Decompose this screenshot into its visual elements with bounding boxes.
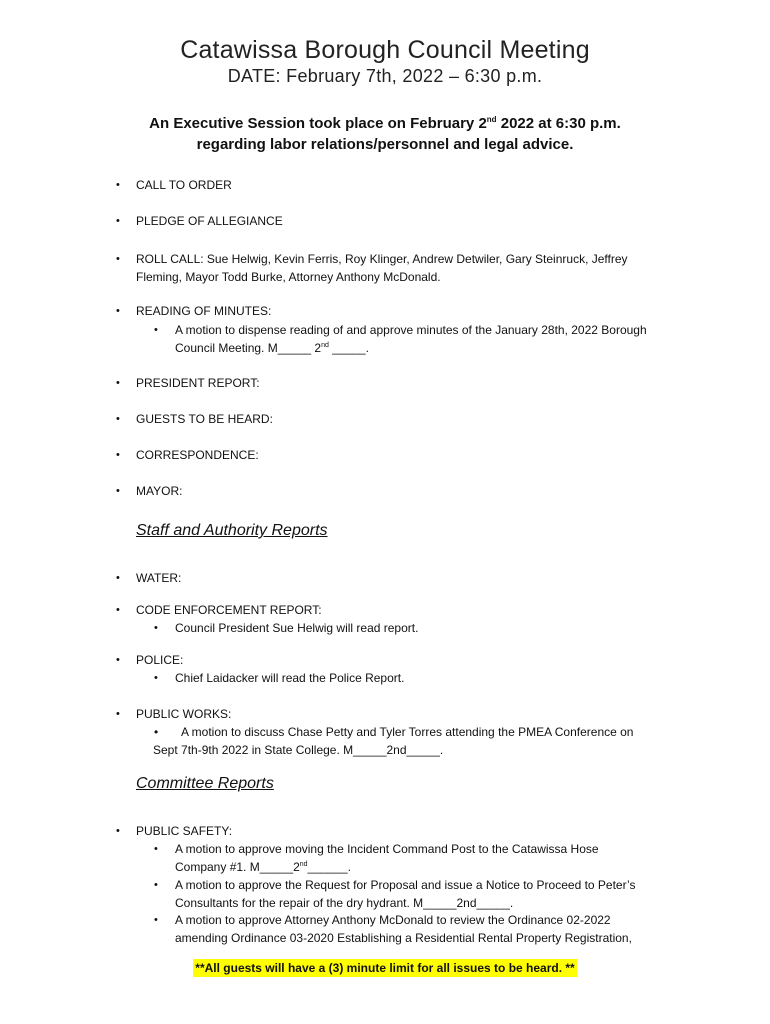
agenda-item-police: • POLICE: [116, 653, 184, 667]
bullet-icon: • [116, 485, 120, 497]
agenda-item-mayor: • MAYOR: [116, 484, 183, 498]
agenda-item-public-works: • PUBLIC WORKS: [116, 707, 232, 721]
document-title: Catawissa Borough Council Meeting [180, 36, 590, 64]
committee-reports-heading: Committee Reports [136, 775, 274, 792]
executive-session-notice [0, 113, 770, 155]
meeting-date: DATE: February 7th, 2022 – 6:30 p.m. [227, 66, 543, 86]
bullet-icon: • [116, 305, 120, 317]
bullet-icon: • [116, 413, 120, 425]
agenda-item-pledge: • PLEDGE OF ALLEGIANCE [116, 214, 283, 228]
agenda-item-correspondence: • CORRESPONDENCE: [116, 448, 259, 462]
agenda-item-call-to-order: • CALL TO ORDER [116, 178, 232, 192]
agenda-item-code-enforcement: • CODE ENFORCEMENT REPORT: [116, 603, 322, 617]
bullet-icon: • [116, 215, 120, 227]
bullet-icon: • [154, 914, 158, 926]
agenda-item-guests: • GUESTS TO BE HEARD: [116, 412, 273, 426]
agenda-item-public-safety: • PUBLIC SAFETY: [116, 824, 233, 838]
agenda-item-roll-call: • ROLL CALL: Sue Helwig, Kevin Ferris, Roy Klinger, Andrew Detwiler, Gary Steinruck, Jeffrey Fleming, Mayor Todd Burke, Attorney Anthony McDonald. [116, 252, 628, 284]
public-works-motion-line2: Sept 7th-9th 2022 in State College. M_____2nd_____. [153, 743, 444, 757]
bullet-icon: • [116, 179, 120, 191]
bullet-icon: • [116, 449, 120, 461]
guest-time-limit-note: **All guests will have a (3) minute limit for all issues to be heard. ** [195, 961, 575, 975]
executive-session-line1: An Executive Session took place on February 2nd 2022 at 6:30 p.m. [149, 115, 621, 132]
public-safety-motion-3: • A motion to approve Attorney Anthony McDonald to review the Ordinance 02-2022 amending Ordinance 03-2020 Establishing a Residential Rental Property Registration, [154, 913, 632, 945]
staff-reports-heading: Staff and Authority Reports [136, 522, 328, 539]
bullet-icon: • [154, 622, 158, 634]
bullet-icon: • [116, 708, 120, 720]
footer-note-wrapper [0, 959, 770, 977]
agenda-item-reading-of-minutes: • READING OF MINUTES: [116, 304, 272, 318]
public-safety-motion-2: • A motion to approve the Request for Proposal and issue a Notice to Proceed to Peter’s Consultants for the repair of the dry hydrant. M_____2nd_____. [154, 878, 636, 910]
public-works-motion-line1: A motion to discuss Chase Petty and Tyler Torres attending the PMEA Conference on [181, 725, 634, 739]
bullet-icon: • [116, 654, 120, 666]
bullet-icon: • [154, 725, 159, 739]
bullet-icon: • [116, 572, 120, 584]
bullet-icon: • [154, 672, 158, 684]
police-note: • Chief Laidacker will read the Police Report. [154, 671, 405, 685]
bullet-icon: • [154, 324, 158, 336]
executive-session-line2: regarding labor relations/personnel and legal advice. [196, 136, 574, 153]
bullet-icon: • [154, 843, 158, 855]
bullet-icon: • [154, 879, 158, 891]
bullet-icon: • [116, 604, 120, 616]
code-enforcement-note: • Council President Sue Helwig will read report. [154, 621, 419, 635]
public-safety-motion-1: • A motion to approve moving the Incident Command Post to the Catawissa Hose Company #1. M_____2nd______. [154, 842, 599, 874]
agenda-item-president-report: • PRESIDENT REPORT: [116, 376, 260, 390]
bullet-icon: • [116, 253, 120, 265]
bullet-icon: • [116, 825, 120, 837]
agenda-item-water: • WATER: [116, 571, 182, 585]
bullet-icon: • [116, 377, 120, 389]
minutes-motion: • A motion to dispense reading of and approve minutes of the January 28th, 2022 Borough Council Meeting. M_____ 2nd _____. [154, 323, 647, 355]
